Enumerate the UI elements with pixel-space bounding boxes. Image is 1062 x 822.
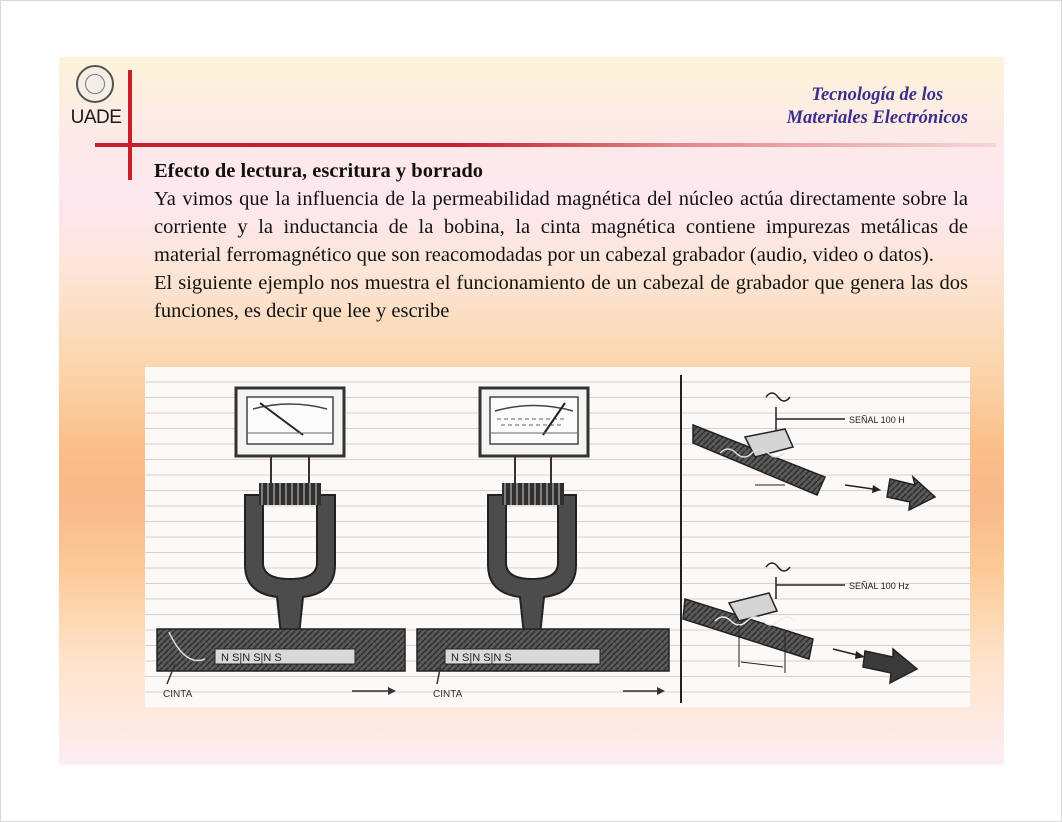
course-title-line2: Materiales Electrónicos (786, 108, 968, 128)
tape-label-2: CINTA (433, 689, 463, 700)
tape-label-1: CINTA (163, 689, 193, 700)
paragraph-2: El siguiente ejemplo nos muestra el funcionamiento de un cabezal de grabador que genera las dos funciones, es decir que lee y escribe (154, 272, 968, 322)
logo-text: UADE (70, 107, 122, 128)
course-title-line1: Tecnología de los (811, 85, 944, 105)
meter-2 (480, 388, 588, 456)
accent-horizontal-line (95, 143, 996, 147)
course-title (787, 84, 968, 130)
coil-1 (259, 483, 321, 505)
slide-content (154, 157, 968, 325)
meter-1 (236, 388, 344, 456)
recording-head-figure (145, 367, 970, 707)
signal-label-top: SEÑAL 100 H (849, 415, 905, 425)
tape-1 (157, 629, 405, 671)
figure-illustration (145, 367, 970, 707)
tape-2 (417, 629, 669, 671)
tape-marks-2: N S|N S|N S (451, 652, 512, 664)
seal-icon (76, 65, 114, 103)
signal-label-bottom: SEÑAL 100 Hz (849, 581, 910, 591)
paragraph-1: Ya vimos que la influencia de la permeabilidad magnética del núcleo actúa directamente sobre la corriente y la inductancia de la bobina, la cinta magnética contiene impurezas metálicas de material ferromagnético que son reacomodadas por un cabezal grabador (audio, video o datos). (154, 188, 968, 266)
coil-2 (502, 483, 564, 505)
accent-vertical-line (128, 70, 132, 180)
tape-marks-1: N S|N S|N S (221, 652, 282, 664)
uade-logo (68, 63, 124, 133)
section-heading: Efecto de lectura, escritura y borrado (154, 160, 484, 182)
